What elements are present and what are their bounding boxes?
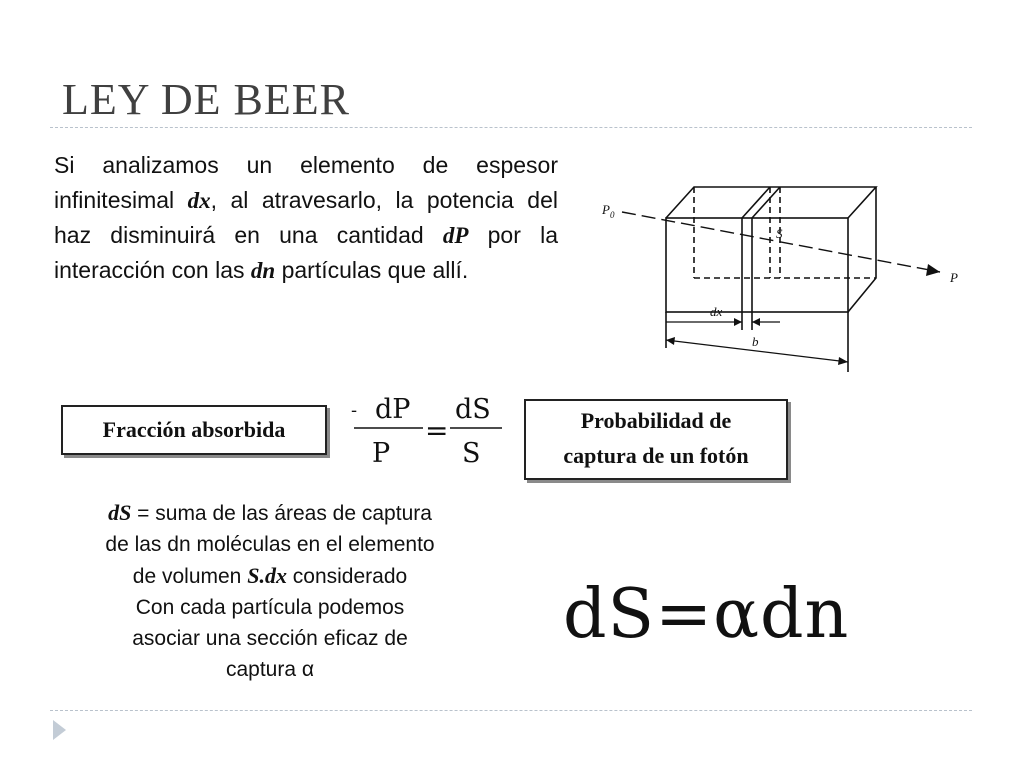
intro-text-4: partículas que allí.: [275, 257, 469, 283]
denominator-P: P: [372, 438, 391, 469]
top-divider: [50, 127, 972, 128]
fraction-absorbed-box: Fracción absorbida: [61, 405, 327, 455]
symbol-dn: dn: [250, 258, 276, 283]
beam-arrowhead: [926, 264, 940, 276]
minus-sign: -: [351, 400, 358, 421]
photon-capture-probability-box: [524, 399, 788, 480]
desc-line-6: captura α: [225, 658, 315, 681]
bottom-divider: [50, 710, 972, 711]
desc-line-4: Con cada partícula podemos: [135, 596, 405, 619]
probability-line-1: Probabilidad de: [580, 408, 732, 433]
dx-arrow-right: [734, 318, 742, 326]
label-b: b: [752, 334, 759, 349]
slide-title: LEY DE BEER: [62, 75, 350, 124]
capture-area-description: [48, 497, 492, 685]
b-arrow-left: [666, 337, 675, 345]
desc-line-1: dS = suma de las áreas de captura: [108, 500, 432, 525]
intro-text-1: Si analizamos un elemento de espesor infinitesimal: [54, 152, 558, 213]
label-s: S: [776, 226, 783, 241]
symbol-dP: dP: [442, 223, 469, 248]
numerator-dS: dS: [455, 394, 491, 425]
label-p0: $P_0$: [602, 202, 615, 220]
equals-sign: =: [425, 414, 449, 447]
fraction-equation: [344, 388, 504, 478]
symbol-Sdx: S.dx: [247, 563, 287, 588]
desc-line-2: de las dn moléculas en el elemento: [105, 533, 435, 556]
denominator-S: S: [462, 438, 481, 469]
label-dx: dx: [710, 304, 723, 319]
cell-right-face: [848, 187, 876, 312]
cell-top-face: [666, 187, 876, 218]
symbol-dx: dx: [187, 188, 211, 213]
slide-bullet-icon: [53, 720, 66, 740]
b-arrow-right: [838, 357, 848, 365]
light-beam: [622, 212, 940, 272]
label-p: P: [950, 270, 958, 285]
dx-arrow-left: [752, 318, 760, 326]
desc-line-3: de volumen S.dx considerado: [132, 563, 408, 588]
intro-text-2: , al atravesarlo, la potencia del haz disminuirá en una cantidad: [54, 187, 559, 248]
desc-line-5: asociar una sección eficaz de: [132, 627, 408, 650]
absorption-cell-diagram: [596, 180, 976, 380]
intro-text-3: por la interacción con las: [54, 222, 558, 283]
numerator-dP: dP: [375, 394, 411, 425]
probability-line-2: captura de un fotón: [563, 443, 749, 468]
intro-paragraph: [54, 148, 558, 288]
symbol-dS: dS: [108, 500, 132, 525]
capture-cross-section-equation: dS=αdn: [563, 575, 850, 654]
